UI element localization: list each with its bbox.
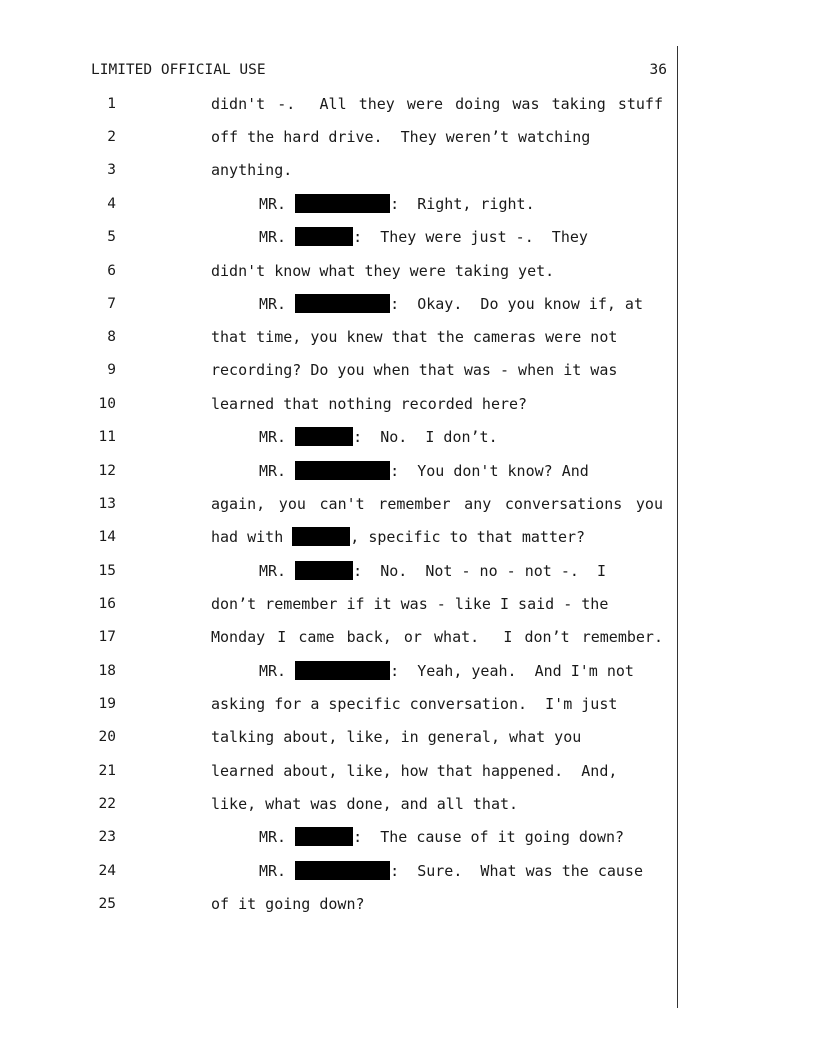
line-text: didn't -. All they were doing was taking stuff <box>211 95 663 113</box>
transcript-line <box>0 326 816 348</box>
speaker-statement: : Right, right. <box>390 195 535 213</box>
transcript-line <box>0 359 816 381</box>
transcript-line <box>0 159 816 181</box>
transcript-line <box>0 526 816 548</box>
line-number: 22 <box>98 796 116 812</box>
transcript-line <box>0 893 816 915</box>
speaker-prefix: MR. <box>259 295 296 313</box>
line-number: 24 <box>98 863 116 879</box>
transcript-line <box>0 126 816 148</box>
line-number: 6 <box>107 263 116 279</box>
redaction-bar <box>295 561 353 580</box>
line-text <box>259 860 663 882</box>
transcript-line <box>0 793 816 815</box>
redaction-bar <box>295 294 390 313</box>
line-number: 10 <box>98 396 116 412</box>
line-number: 1 <box>107 96 116 112</box>
line-text <box>259 660 663 682</box>
redaction-bar <box>295 661 390 680</box>
transcript-line <box>0 260 816 282</box>
transcript-line <box>0 860 816 882</box>
line-text <box>259 193 663 215</box>
transcript-line <box>0 393 816 415</box>
line-number: 19 <box>98 696 116 712</box>
line-number: 18 <box>98 663 116 679</box>
line-text <box>259 293 663 315</box>
line-prefix: had with <box>211 528 293 546</box>
speaker-prefix: MR. <box>259 662 296 680</box>
redaction-bar <box>292 527 350 546</box>
speaker-statement: : No. Not - no - not -. I <box>353 562 606 580</box>
line-number: 12 <box>98 463 116 479</box>
speaker-prefix: MR. <box>259 228 296 246</box>
redaction-bar <box>295 827 353 846</box>
line-number: 21 <box>98 763 116 779</box>
line-text <box>259 460 663 482</box>
speaker-prefix: MR. <box>259 462 296 480</box>
transcript-line <box>0 460 816 482</box>
line-number: 14 <box>98 529 116 545</box>
redaction-bar <box>295 461 390 480</box>
line-number: 15 <box>98 563 116 579</box>
line-number: 20 <box>98 729 116 745</box>
transcript-line <box>0 726 816 748</box>
line-text: asking for a specific conversation. I'm just <box>211 695 618 713</box>
line-number: 25 <box>98 896 116 912</box>
speaker-prefix: MR. <box>259 195 296 213</box>
line-text: recording? Do you when that was - when it was <box>211 361 618 379</box>
speaker-statement: : They were just -. They <box>353 228 588 246</box>
line-number: 17 <box>98 629 116 645</box>
redaction-bar <box>295 227 353 246</box>
transcript-line <box>0 193 816 215</box>
redaction-bar <box>295 861 390 880</box>
classification-header: LIMITED OFFICIAL USE <box>91 62 266 78</box>
line-text <box>211 526 663 548</box>
line-text: Monday I came back, or what. I don’t remember. <box>211 628 663 646</box>
transcript-line <box>0 826 816 848</box>
line-text <box>259 826 663 848</box>
line-text <box>259 226 663 248</box>
line-number: 9 <box>107 362 116 378</box>
transcript-line <box>0 493 816 515</box>
transcript-line <box>0 626 816 648</box>
transcript-line <box>0 593 816 615</box>
speaker-statement: : Yeah, yeah. And I'm not <box>390 662 634 680</box>
transcript-line <box>0 226 816 248</box>
line-number: 13 <box>98 496 116 512</box>
transcript-line <box>0 293 816 315</box>
redaction-bar <box>295 427 353 446</box>
speaker-statement: : No. I don’t. <box>353 428 498 446</box>
redaction-bar <box>295 194 390 213</box>
speaker-statement: : You don't know? And <box>390 462 589 480</box>
line-text: didn't know what they were taking yet. <box>211 262 555 280</box>
transcript-line <box>0 760 816 782</box>
line-text <box>259 560 663 582</box>
transcript-line <box>0 660 816 682</box>
line-text: talking about, like, in general, what you <box>211 728 582 746</box>
line-number: 4 <box>107 196 116 212</box>
transcript-line <box>0 93 816 115</box>
line-text: that time, you knew that the cameras were not <box>211 328 618 346</box>
line-text: learned about, like, how that happened. And, <box>211 762 618 780</box>
speaker-prefix: MR. <box>259 828 296 846</box>
line-text <box>259 426 663 448</box>
line-text: don’t remember if it was - like I said - the <box>211 595 609 613</box>
transcript-line <box>0 560 816 582</box>
line-number: 8 <box>107 329 116 345</box>
line-text: learned that nothing recorded here? <box>211 395 528 413</box>
line-number: 23 <box>98 829 116 845</box>
line-number: 7 <box>107 296 116 312</box>
speaker-statement: : Sure. What was the cause <box>390 862 643 880</box>
speaker-prefix: MR. <box>259 428 296 446</box>
line-text: again, you can't remember any conversations you <box>211 495 663 513</box>
line-number: 16 <box>98 596 116 612</box>
line-text: anything. <box>211 161 293 179</box>
page-number: 36 <box>649 62 667 78</box>
speaker-statement: : Okay. Do you know if, at <box>390 295 643 313</box>
speaker-statement: : The cause of it going down? <box>353 828 625 846</box>
speaker-prefix: MR. <box>259 862 296 880</box>
line-number: 2 <box>107 129 116 145</box>
transcript-line <box>0 426 816 448</box>
line-number: 3 <box>107 162 116 178</box>
line-number: 11 <box>98 429 116 445</box>
line-text: like, what was done, and all that. <box>211 795 519 813</box>
line-text: off the hard drive. They weren’t watching <box>211 128 591 146</box>
line-number: 5 <box>107 229 116 245</box>
line-suffix: , specific to that matter? <box>350 528 586 546</box>
line-text: of it going down? <box>211 895 365 913</box>
speaker-prefix: MR. <box>259 562 296 580</box>
transcript-line <box>0 693 816 715</box>
